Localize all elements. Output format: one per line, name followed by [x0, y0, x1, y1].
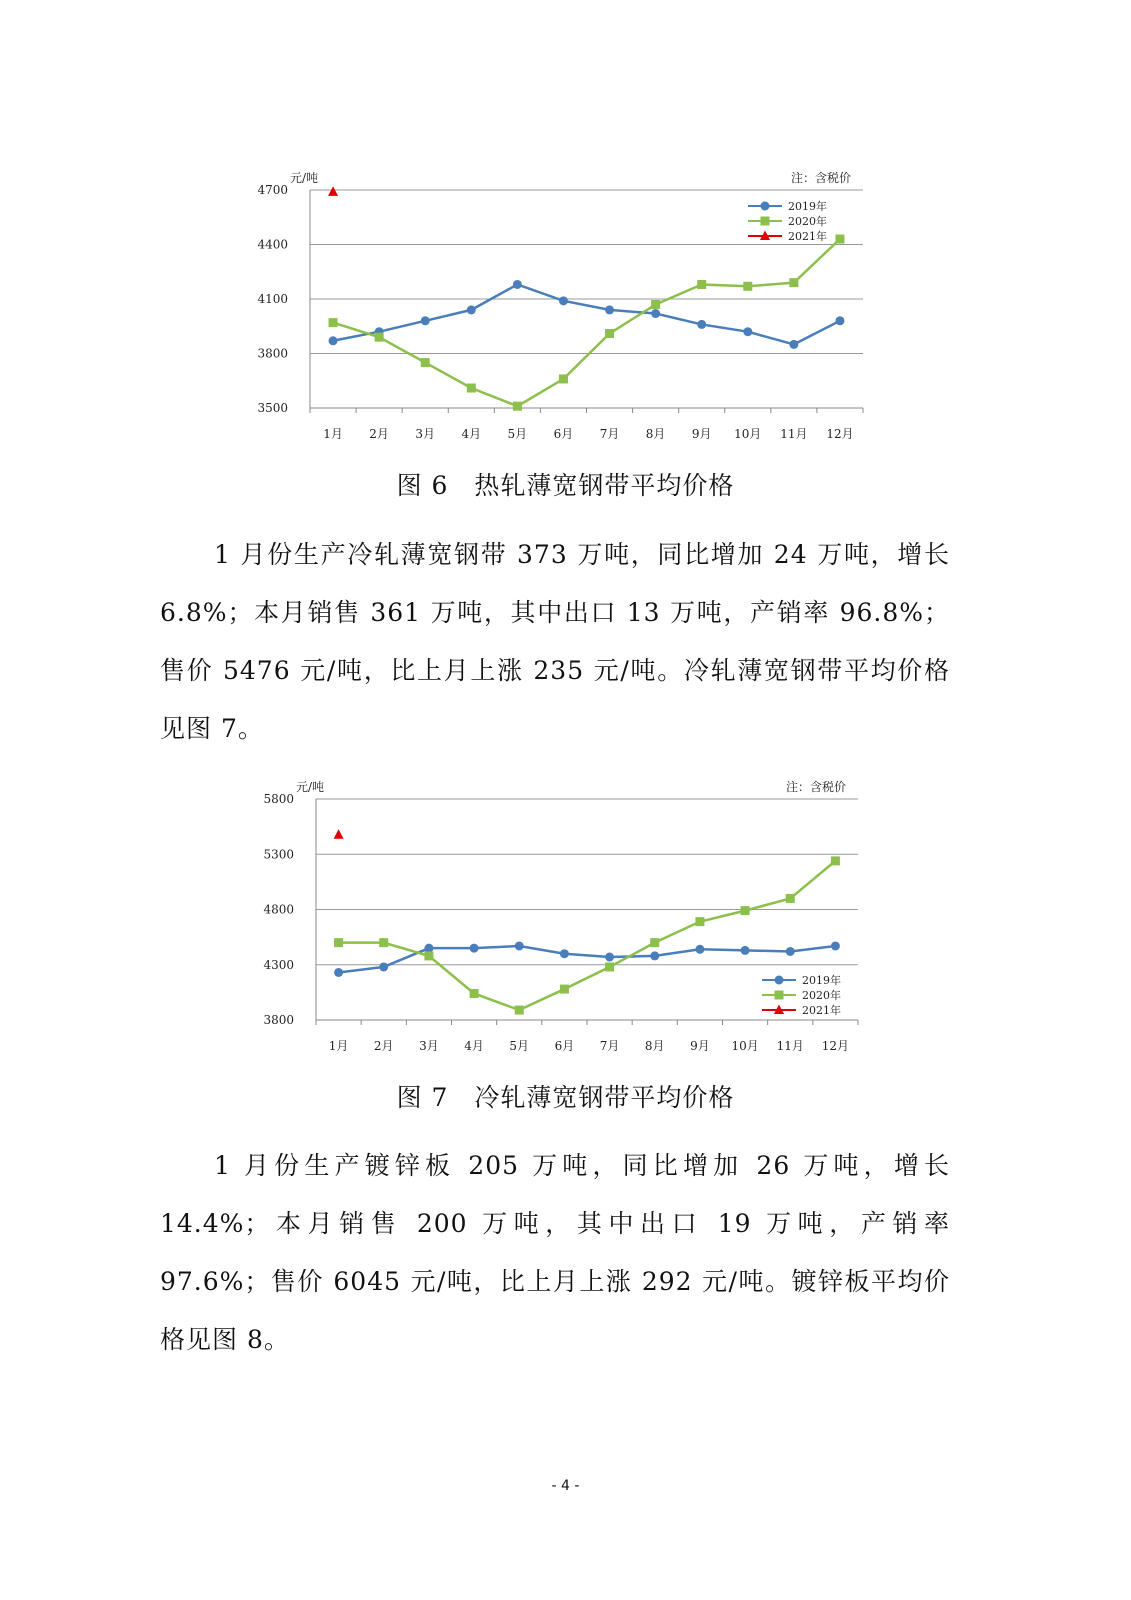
data-point [835, 316, 844, 325]
legend-entry: 2020年 [802, 989, 841, 1002]
x-tick-label: 2月 [373, 1039, 394, 1053]
paragraph-cold-rolled-text: 1 月份生产冷轧薄宽钢带 373 万吨，同比增加 24 万吨，增长 6.8%；本月销售 361 万吨，其中出口 13 万吨，产销率 96.8%；售价 5476 元/吨，比上月上涨 235 元/吨。冷轧薄宽钢带平均价格见图 7。 [160, 540, 950, 743]
data-point [835, 235, 844, 244]
x-tick-label: 6月 [554, 1039, 575, 1053]
data-point [560, 985, 569, 994]
x-tick-label: 6月 [553, 427, 574, 441]
data-point [741, 946, 750, 955]
data-point [789, 340, 798, 349]
x-tick-label: 4月 [461, 427, 482, 441]
data-point [424, 951, 433, 960]
data-point [421, 358, 430, 367]
y-tick-label: 4100 [257, 292, 288, 306]
series-line-0 [333, 284, 840, 344]
data-point [375, 333, 384, 342]
tax-note: 注：含税价 [790, 171, 851, 185]
paragraph-galvanized [160, 1137, 950, 1369]
legend-marker [775, 976, 784, 985]
data-point [831, 856, 840, 865]
data-point [379, 962, 388, 971]
x-tick-label: 1月 [323, 427, 343, 441]
x-tick-label: 5月 [507, 427, 528, 441]
legend-marker [761, 217, 770, 226]
legend-entry: 2019年 [802, 974, 841, 987]
data-point [559, 296, 568, 305]
data-point [329, 336, 338, 345]
data-point [789, 278, 798, 287]
x-tick-label: 11月 [780, 427, 808, 441]
data-point [513, 280, 522, 289]
data-point [470, 944, 479, 953]
y-tick-label: 4700 [257, 183, 288, 197]
x-tick-label: 10月 [731, 1039, 759, 1053]
tax-note: 注：含税价 [785, 780, 846, 794]
x-tick-label: 7月 [599, 1039, 620, 1053]
page-number: - 4 - [551, 1478, 580, 1494]
data-point [560, 949, 569, 958]
x-tick-label: 11月 [776, 1039, 804, 1053]
unit-label: 元/吨 [290, 171, 319, 185]
x-tick-label: 12月 [826, 427, 854, 441]
legend-marker [761, 202, 770, 211]
legend-entry: 2021年 [788, 230, 827, 243]
data-point [695, 917, 704, 926]
data-point [743, 282, 752, 291]
legend-entry: 2019年 [788, 200, 827, 213]
data-point [334, 968, 343, 977]
data-point [650, 951, 659, 960]
x-tick-label: 3月 [419, 1039, 439, 1053]
x-tick-label: 4月 [464, 1039, 484, 1053]
chart-cold-rolled [0, 770, 1131, 1065]
data-point [328, 186, 338, 196]
x-tick-label: 8月 [645, 427, 666, 441]
data-point [470, 989, 479, 998]
series-line-1 [333, 239, 840, 406]
data-point [650, 938, 659, 947]
x-tick-label: 1月 [328, 1039, 349, 1053]
legend-marker [775, 991, 784, 1000]
chart-hot-rolled [0, 160, 1131, 450]
y-tick-label: 3500 [257, 401, 288, 415]
x-tick-label: 3月 [415, 427, 436, 441]
chart-hot-rolled-svg [0, 160, 1131, 450]
data-point [329, 318, 338, 327]
data-point [515, 1006, 524, 1015]
data-point [651, 309, 660, 318]
x-tick-label: 5月 [509, 1039, 530, 1053]
series-line-1 [339, 861, 836, 1010]
data-point [605, 962, 614, 971]
caption-figure-6: 图 6 热轧薄宽钢带平均价格 [396, 471, 735, 500]
x-tick-label: 9月 [690, 1039, 710, 1053]
data-point [697, 280, 706, 289]
data-point [605, 953, 614, 962]
data-point [559, 374, 568, 383]
y-tick-label: 4400 [257, 237, 288, 252]
data-point [379, 938, 388, 947]
y-tick-label: 3800 [263, 1013, 294, 1027]
x-tick-label: 12月 [821, 1039, 850, 1053]
data-point [651, 300, 660, 309]
data-point [421, 316, 430, 325]
x-tick-label: 9月 [691, 427, 712, 441]
y-tick-label: 3800 [257, 346, 288, 361]
data-point [605, 329, 614, 338]
x-tick-label: 2月 [369, 427, 389, 441]
series-line-0 [339, 946, 836, 973]
paragraph-cold-rolled [160, 526, 950, 758]
legend-entry: 2021年 [802, 1004, 841, 1017]
x-tick-label: 10月 [734, 427, 762, 441]
unit-label: 元/吨 [296, 780, 325, 794]
data-point [697, 320, 706, 329]
x-tick-label: 7月 [599, 427, 620, 441]
x-tick-label: 8月 [644, 1039, 665, 1053]
data-point [831, 941, 840, 950]
data-point [467, 305, 476, 314]
data-point [605, 305, 614, 314]
chart-cold-rolled-svg [0, 770, 1131, 1065]
y-tick-label: 4800 [263, 902, 294, 917]
data-point [786, 894, 795, 903]
data-point [334, 829, 344, 839]
data-point [786, 947, 795, 956]
y-tick-label: 4300 [263, 957, 294, 972]
data-point [741, 906, 750, 915]
data-point [334, 938, 343, 947]
data-point [743, 327, 752, 336]
data-point [515, 941, 524, 950]
data-point [513, 402, 522, 411]
data-point [467, 384, 476, 393]
caption-figure-7: 图 7 冷轧薄宽钢带平均价格 [396, 1083, 735, 1112]
data-point [695, 945, 704, 954]
legend-entry: 2020年 [788, 215, 827, 228]
y-tick-label: 5800 [263, 792, 294, 806]
data-point [424, 944, 433, 953]
paragraph-galvanized-text: 1 月份生产镀锌板 205 万吨，同比增加 26 万吨，增长 14.4%；本月销售 200 万吨，其中出口 19 万吨，产销率 97.6%；售价 6045 元/吨，比上月上涨 292 元/吨。镀锌板平均价格见图 8。 [160, 1151, 950, 1354]
y-tick-label: 5300 [263, 847, 294, 862]
